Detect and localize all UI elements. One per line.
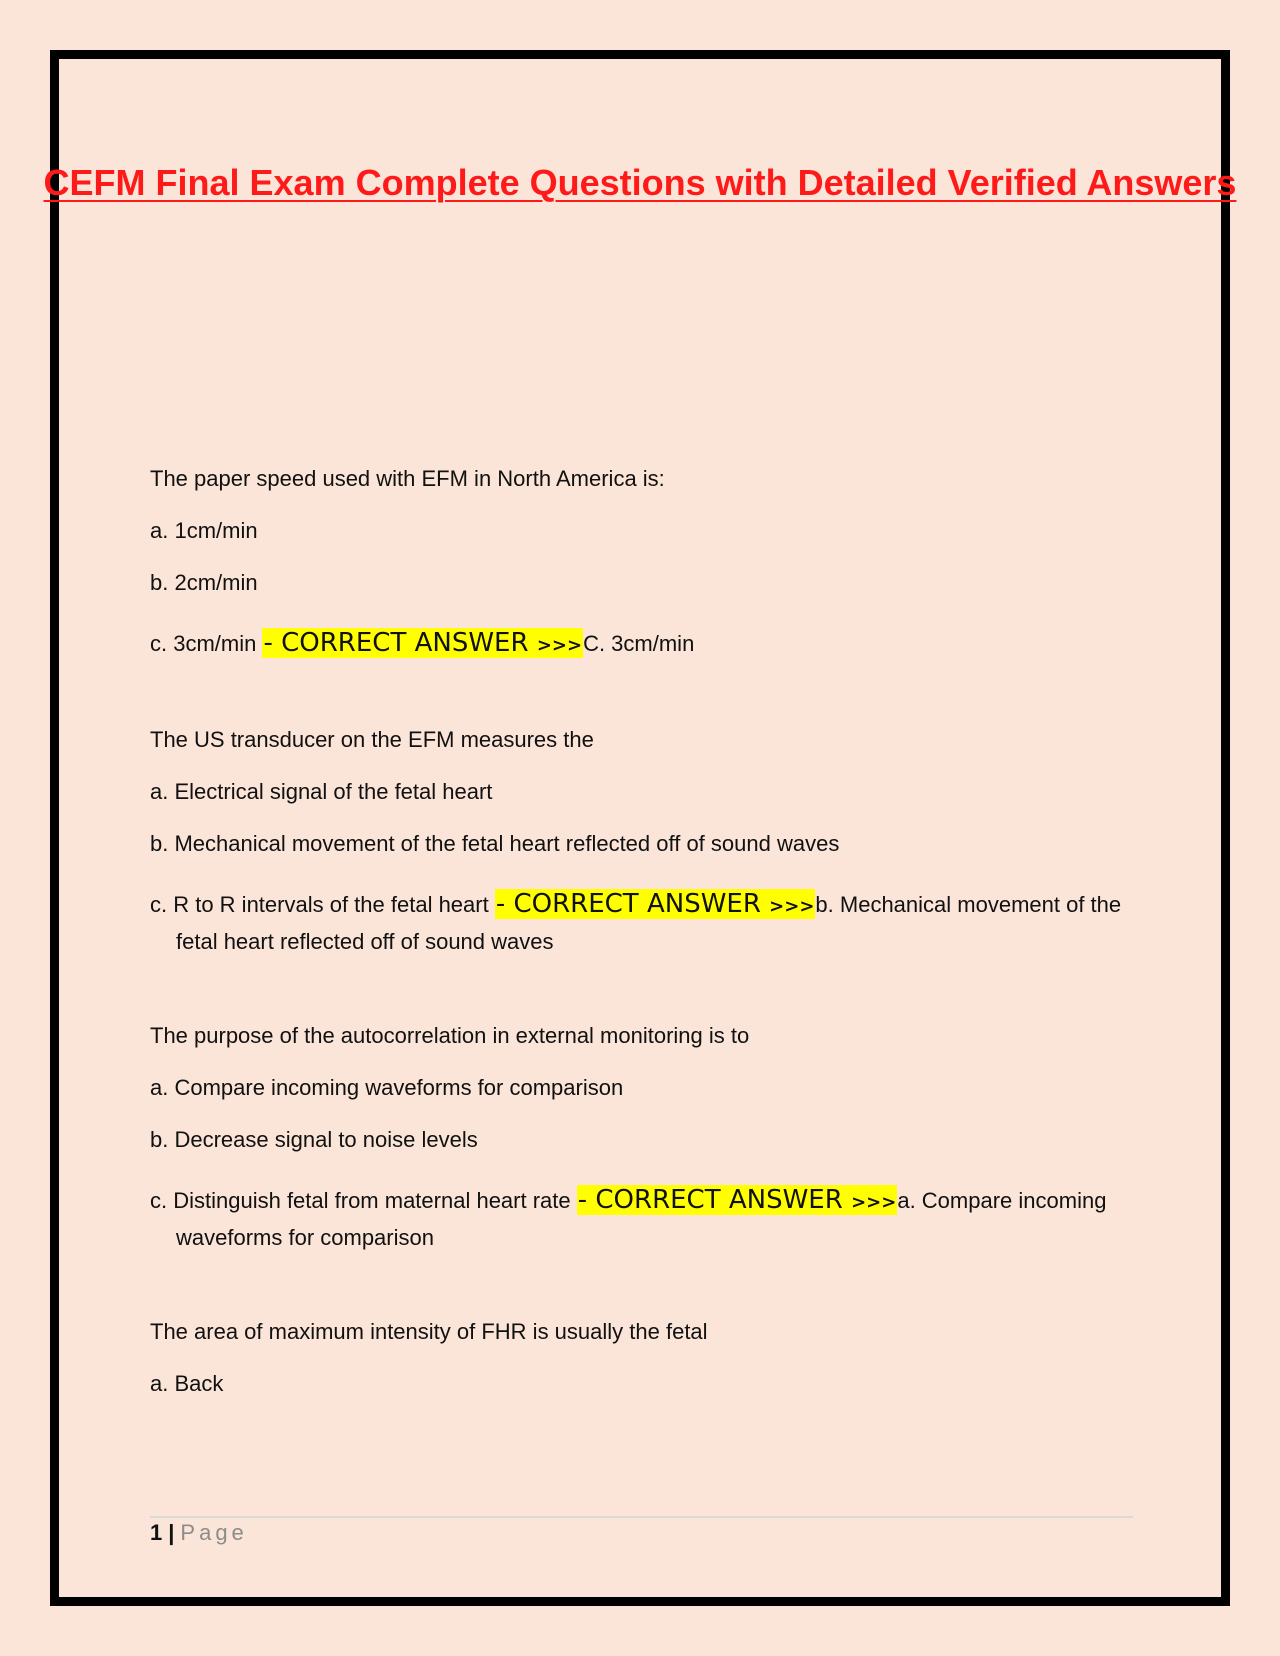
document-title: CEFM Final Exam Complete Questions with Detailed Verified Answers: [43, 162, 1237, 203]
question-text: The purpose of the autocorrelation in external monitoring is to: [150, 1023, 750, 1048]
correct-answer-label: - CORRECT ANSWER: [495, 889, 761, 919]
option-b: b. Decrease signal to noise levels: [150, 1127, 478, 1152]
option-b: b. Mechanical movement of the fetal heart reflected off of sound waves: [150, 831, 840, 856]
page-footer: [150, 1520, 248, 1546]
answer-text: C. 3cm/min: [583, 631, 695, 656]
question-2: [150, 723, 1130, 959]
correct-answer-highlight: [262, 628, 583, 658]
question-text: The area of maximum intensity of FHR is usually the fetal: [150, 1319, 708, 1344]
footer-separator: |: [168, 1520, 175, 1545]
option-c: [150, 626, 1130, 663]
correct-answer-label: - CORRECT ANSWER: [577, 1185, 843, 1215]
footer-divider: [150, 1516, 1133, 1518]
option-b: b. 2cm/min: [150, 570, 258, 595]
page-number: 1: [150, 1520, 163, 1545]
question-1: [150, 462, 1130, 663]
question-4: [150, 1315, 1130, 1419]
correct-answer-arrows: >>>: [851, 1192, 897, 1213]
option-c-text: c. R to R intervals of the fetal heart: [150, 892, 495, 917]
page-label: Page: [180, 1520, 248, 1545]
option-c-text: c. Distinguish fetal from maternal heart rate: [150, 1188, 577, 1213]
option-c: [150, 1183, 1130, 1255]
option-c-text: c. 3cm/min: [150, 631, 263, 656]
option-a: a. Compare incoming waveforms for comparison: [150, 1075, 624, 1100]
correct-answer-arrows: >>>: [536, 635, 583, 656]
correct-answer-label: - CORRECT ANSWER: [263, 628, 529, 658]
question-text: The US transducer on the EFM measures the: [150, 727, 594, 752]
option-c: [150, 887, 1130, 959]
option-a: a. 1cm/min: [150, 518, 258, 543]
answer-text: a. Compare incoming waveforms for comparison: [176, 1188, 1107, 1250]
question-3: [150, 1019, 1130, 1255]
option-a: a. Back: [150, 1371, 224, 1396]
correct-answer-arrows: >>>: [769, 896, 815, 917]
option-a: a. Electrical signal of the fetal heart: [150, 779, 493, 804]
answer-text: b. Mechanical movement of the fetal heart reflected off of sound waves: [176, 892, 1122, 954]
correct-answer-highlight: [577, 1185, 898, 1215]
question-text: The paper speed used with EFM in North America is:: [150, 466, 665, 491]
correct-answer-highlight: [495, 889, 816, 919]
question-list: [150, 462, 1130, 1419]
